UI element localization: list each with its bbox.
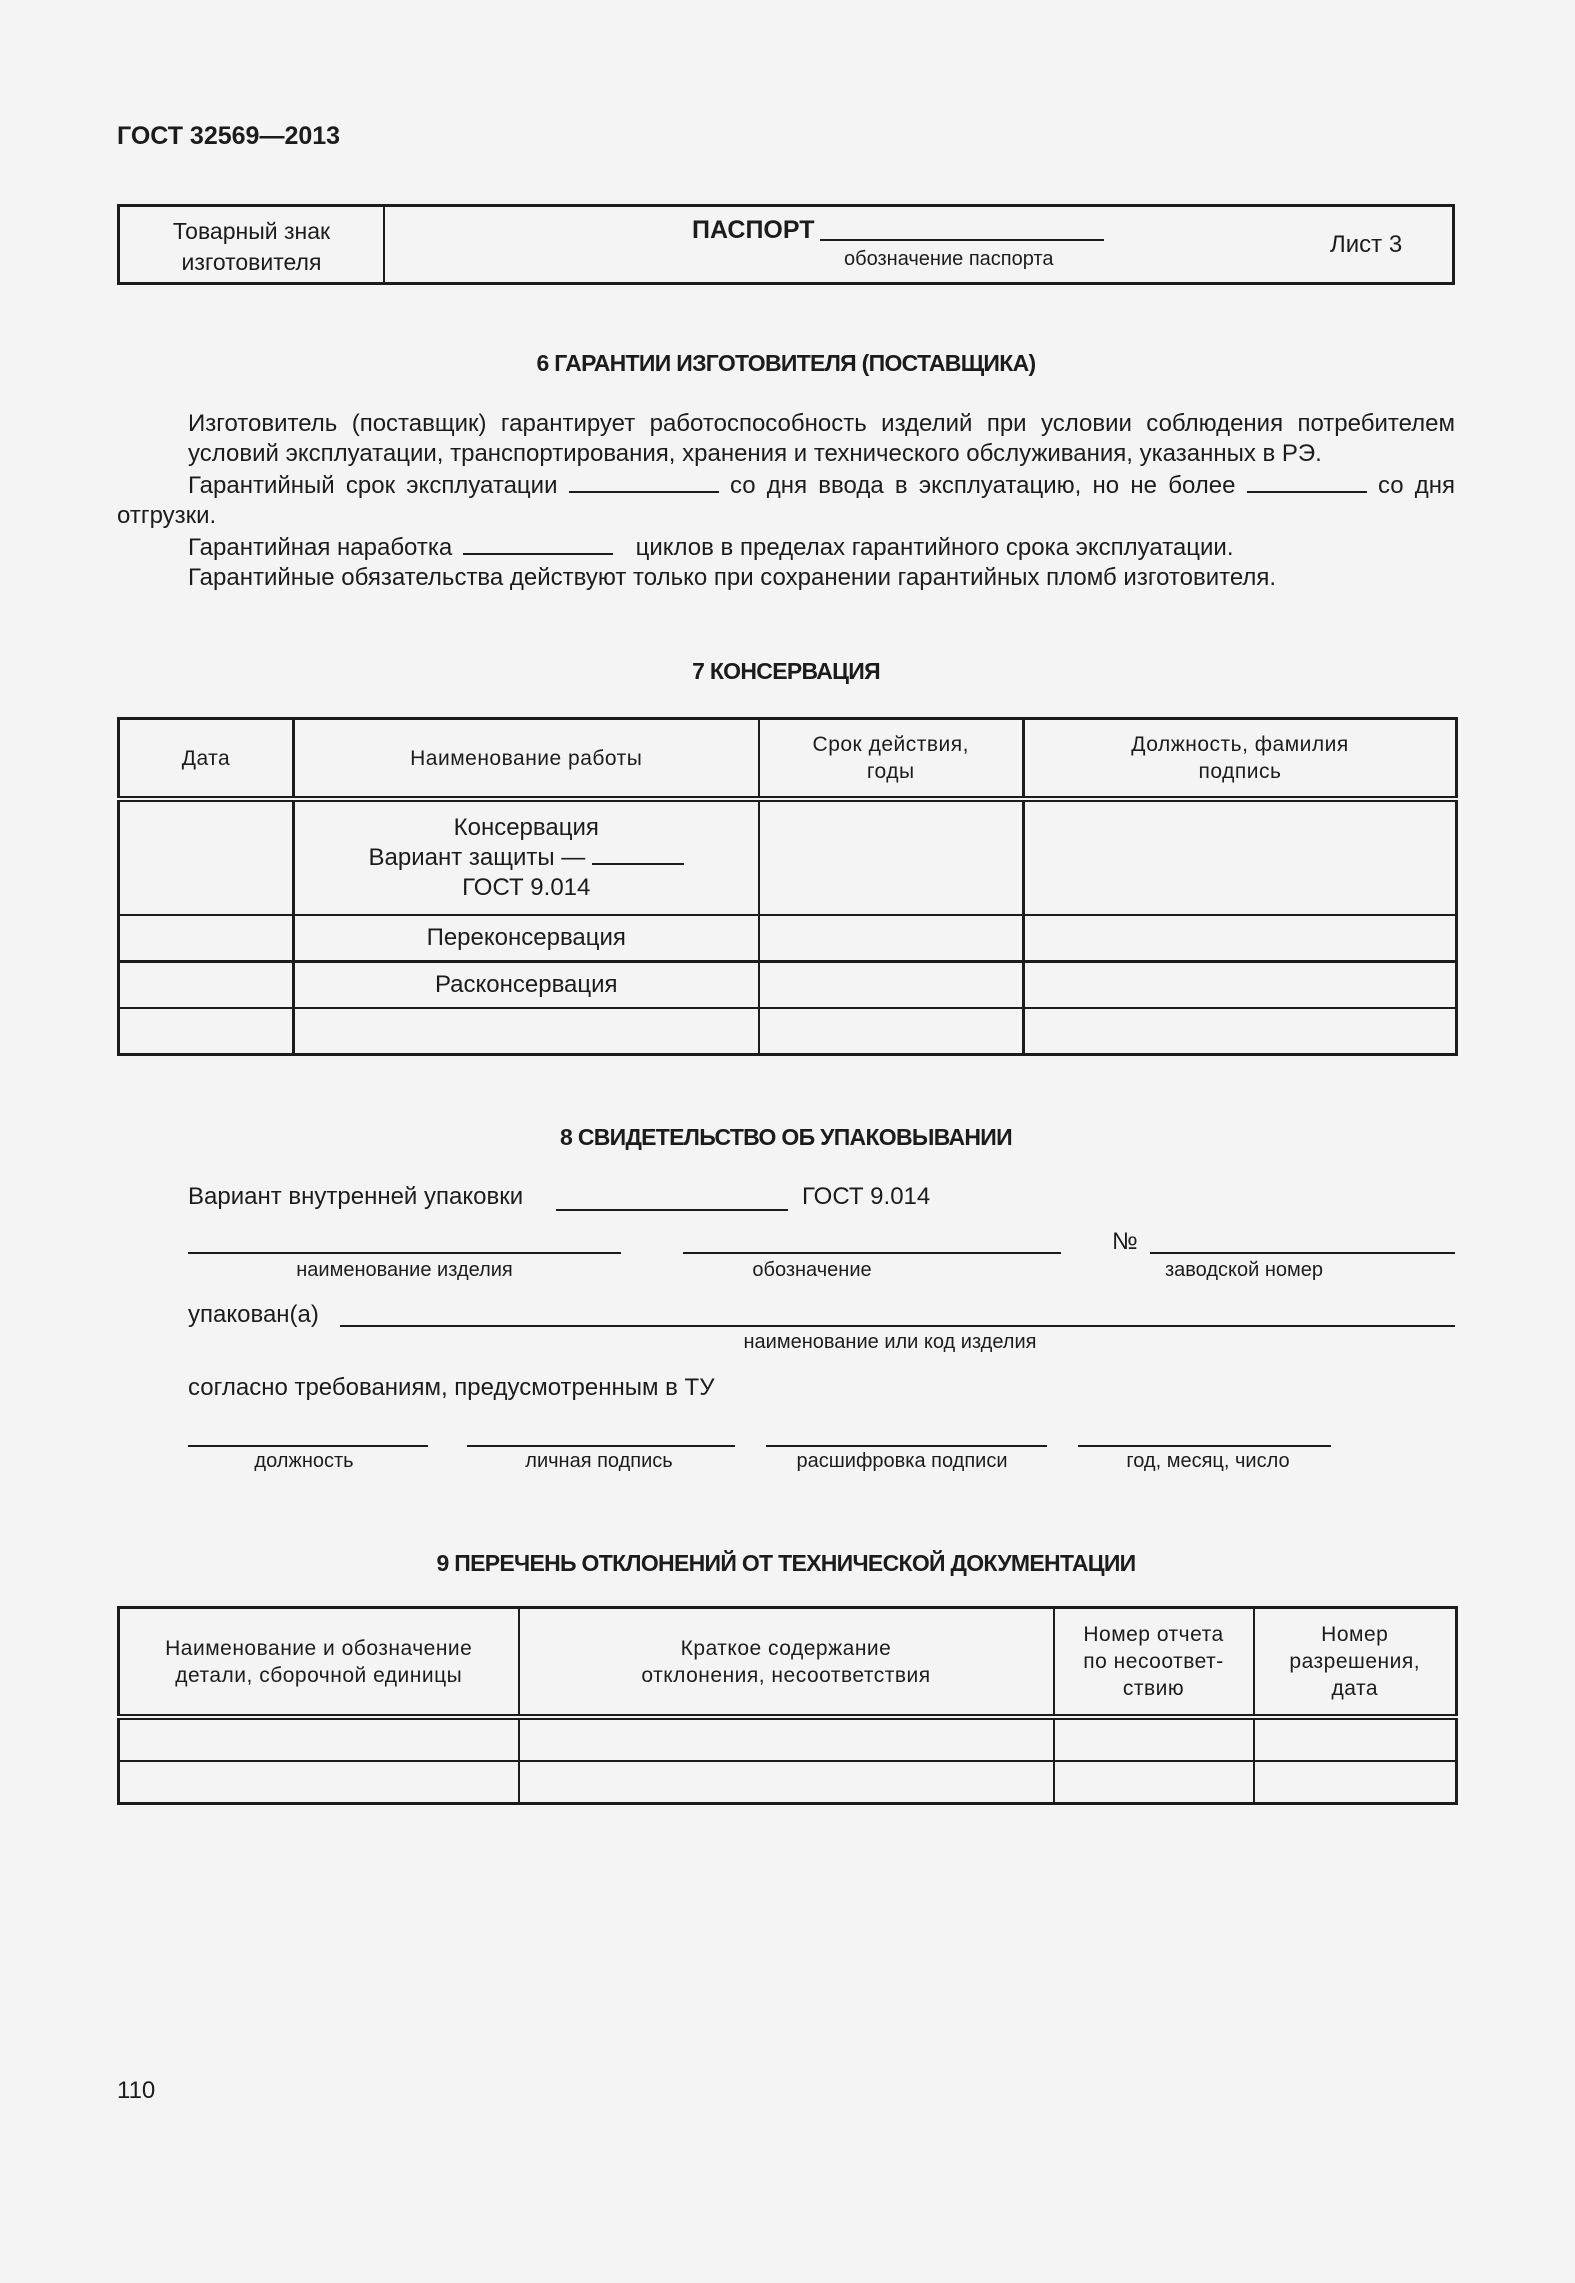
- signature-caption: личная подпись: [525, 1450, 673, 1472]
- serial-number-line: [1150, 1252, 1455, 1254]
- packed-item-line: [340, 1325, 1455, 1327]
- designation-caption: обозначение: [752, 1259, 872, 1281]
- number-sign: №: [1112, 1228, 1138, 1255]
- position-line: [188, 1445, 428, 1447]
- header-permission: [1254, 1608, 1457, 1718]
- warranty-paragraph-2-cont: отгрузки.: [117, 502, 217, 529]
- packing-variant-line: [556, 1209, 788, 1211]
- header-part-name: [119, 1608, 519, 1718]
- product-name-line: [188, 1252, 621, 1254]
- signature-line: [467, 1445, 735, 1447]
- table-cell: [1054, 1761, 1254, 1804]
- table-cell: [759, 799, 1024, 915]
- trademark-cell: [120, 207, 385, 282]
- protection-variant: [295, 843, 758, 873]
- section-9-title: 9 ПЕРЕЧЕНЬ ОТКЛОНЕНИЙ ОТ ТЕХНИЧЕСКОЙ ДОКУМЕНТАЦИИ: [436, 1550, 1136, 1576]
- warranty-operating-text: циклов в пределах гарантийного срока эксплуатации.: [635, 534, 1234, 561]
- table-cell: [759, 1008, 1024, 1055]
- conservation-label: Консервация: [453, 814, 599, 841]
- conservation-cell: [294, 799, 759, 915]
- table-cell: [519, 1761, 1054, 1804]
- header-deviation-l1: Краткое содержание: [680, 1636, 892, 1660]
- table-cell: [1024, 1008, 1457, 1055]
- table-cell: [759, 915, 1024, 962]
- header-deviation: [519, 1608, 1054, 1718]
- warranty-paragraph-3: [117, 531, 1455, 563]
- header-report-number: [1054, 1608, 1254, 1718]
- trademark-line1: Товарный знак: [172, 218, 331, 244]
- table-cell: [119, 1008, 294, 1055]
- conservation-standard: ГОСТ 9.014: [462, 874, 591, 901]
- warranty-shipment-blank: [1247, 469, 1367, 493]
- serial-number-caption: заводской номер: [1164, 1259, 1324, 1281]
- signature-decoding-line: [766, 1445, 1047, 1447]
- conservation-table: [117, 717, 1458, 1056]
- header-report-number-l2: по несоответ-: [1083, 1650, 1224, 1673]
- section-6-title: 6 ГАРАНТИИ ИЗГОТОВИТЕЛЯ (ПОСТАВЩИКА): [536, 350, 1036, 376]
- sheet-number: Лист 3: [1330, 231, 1403, 258]
- passport-label: ПАСПОРТ: [692, 216, 815, 244]
- table-cell: [1024, 915, 1457, 962]
- table-row: [119, 1008, 1457, 1055]
- protection-variant-blank: [592, 843, 684, 865]
- warranty-operating-label: Гарантийная наработка: [188, 534, 453, 561]
- warranty-term-blank: [569, 469, 719, 493]
- table-row: [119, 1761, 1457, 1804]
- table-cell: [1254, 1761, 1457, 1804]
- header-validity-l2: годы: [866, 760, 915, 783]
- signature-decoding-caption: расшифровка подписи: [796, 1450, 1008, 1472]
- header-position-l2: подпись: [1198, 760, 1282, 783]
- table-row: [119, 799, 1457, 915]
- section-8-title: 8 СВИДЕТЕЛЬСТВО ОБ УПАКОВЫВАНИИ: [560, 1124, 1012, 1150]
- header-validity-l1: Срок действия,: [812, 733, 969, 756]
- trademark-line2: изготовителя: [181, 249, 322, 275]
- position-caption: должность: [254, 1450, 354, 1472]
- table-row: [119, 915, 1457, 962]
- table-cell: [119, 799, 294, 915]
- designation-line: [683, 1252, 1061, 1254]
- table-cell: [1024, 962, 1457, 1009]
- table-cell: [119, 915, 294, 962]
- table-cell: [1254, 1717, 1457, 1761]
- reconservation-cell: Переконсервация: [294, 915, 759, 962]
- table-cell: [519, 1717, 1054, 1761]
- table-cell: [294, 1008, 759, 1055]
- table-row: [119, 1717, 1457, 1761]
- section-7-title: 7 КОНСЕРВАЦИЯ: [692, 658, 880, 684]
- table-row: [119, 962, 1457, 1009]
- header-part-name-l1: Наименование и обозначение: [165, 1636, 473, 1660]
- header-work-name: Наименование работы: [294, 719, 759, 800]
- passport-designation-line: [820, 239, 1104, 241]
- header-permission-l3: дата: [1331, 1677, 1379, 1700]
- header-date: Дата: [119, 719, 294, 800]
- table-cell: [759, 962, 1024, 1009]
- deconservation-cell: Расконсервация: [294, 962, 759, 1009]
- table-cell: [1024, 799, 1457, 915]
- deviations-table: [117, 1606, 1458, 1805]
- header-validity: [759, 719, 1024, 800]
- product-name-caption: наименование изделия: [296, 1259, 513, 1281]
- header-part-name-l2: детали, сборочной единицы: [175, 1663, 463, 1687]
- passport-caption: обозначение паспорта: [844, 248, 1054, 270]
- packed-label: упакован(а): [188, 1301, 319, 1328]
- warranty-cycles-blank: [463, 531, 613, 555]
- warranty-paragraph-1: Изготовитель (поставщик) гарантирует работоспособность изделий при условии соблюдения потребителем условий эксплуатации, транспортирования, хранения и технического обслуживания, указанных в РЭ.: [188, 410, 1455, 467]
- protection-variant-label: Вариант защиты —: [368, 844, 586, 871]
- warranty-term-label: Гарантийный срок эксплуатации: [188, 472, 558, 499]
- warranty-term-end: со дня: [1377, 472, 1456, 499]
- header-position: [1024, 719, 1457, 800]
- header-permission-l2: разрешения,: [1289, 1650, 1421, 1673]
- header-report-number-l3: ствию: [1122, 1677, 1185, 1700]
- table-header-row: [119, 1608, 1457, 1718]
- packed-item-caption: наименование или код изделия: [743, 1331, 1037, 1353]
- table-cell: [119, 1717, 519, 1761]
- table-header-row: [119, 719, 1457, 800]
- warranty-paragraph-2: [117, 469, 1455, 501]
- header-permission-l1: Номер: [1321, 1623, 1389, 1646]
- date-caption: год, месяц, число: [1126, 1450, 1290, 1472]
- header-position-l1: Должность, фамилия: [1131, 733, 1349, 756]
- page-number: 110: [117, 2077, 156, 2104]
- warranty-term-mid: со дня ввода в эксплуатацию, но не более: [729, 472, 1236, 499]
- date-line: [1078, 1445, 1331, 1447]
- standard-number: ГОСТ 32569—2013: [117, 122, 341, 150]
- packing-variant-label: Вариант внутренней упаковки: [188, 1183, 524, 1210]
- header-report-number-l1: Номер отчета: [1083, 1623, 1224, 1646]
- warranty-paragraph-4: Гарантийные обязательства действуют только при сохранении гарантийных пломб изготовителя.: [188, 564, 1277, 591]
- packing-variant-standard: ГОСТ 9.014: [802, 1183, 931, 1210]
- table-cell: [119, 1761, 519, 1804]
- requirements-text: согласно требованиям, предусмотренным в ТУ: [188, 1374, 715, 1401]
- passport-header: [117, 204, 1455, 285]
- header-deviation-l2: отклонения, несоответствия: [641, 1663, 931, 1687]
- table-cell: [119, 962, 294, 1009]
- section-6-text: [117, 409, 1455, 593]
- table-cell: [1054, 1717, 1254, 1761]
